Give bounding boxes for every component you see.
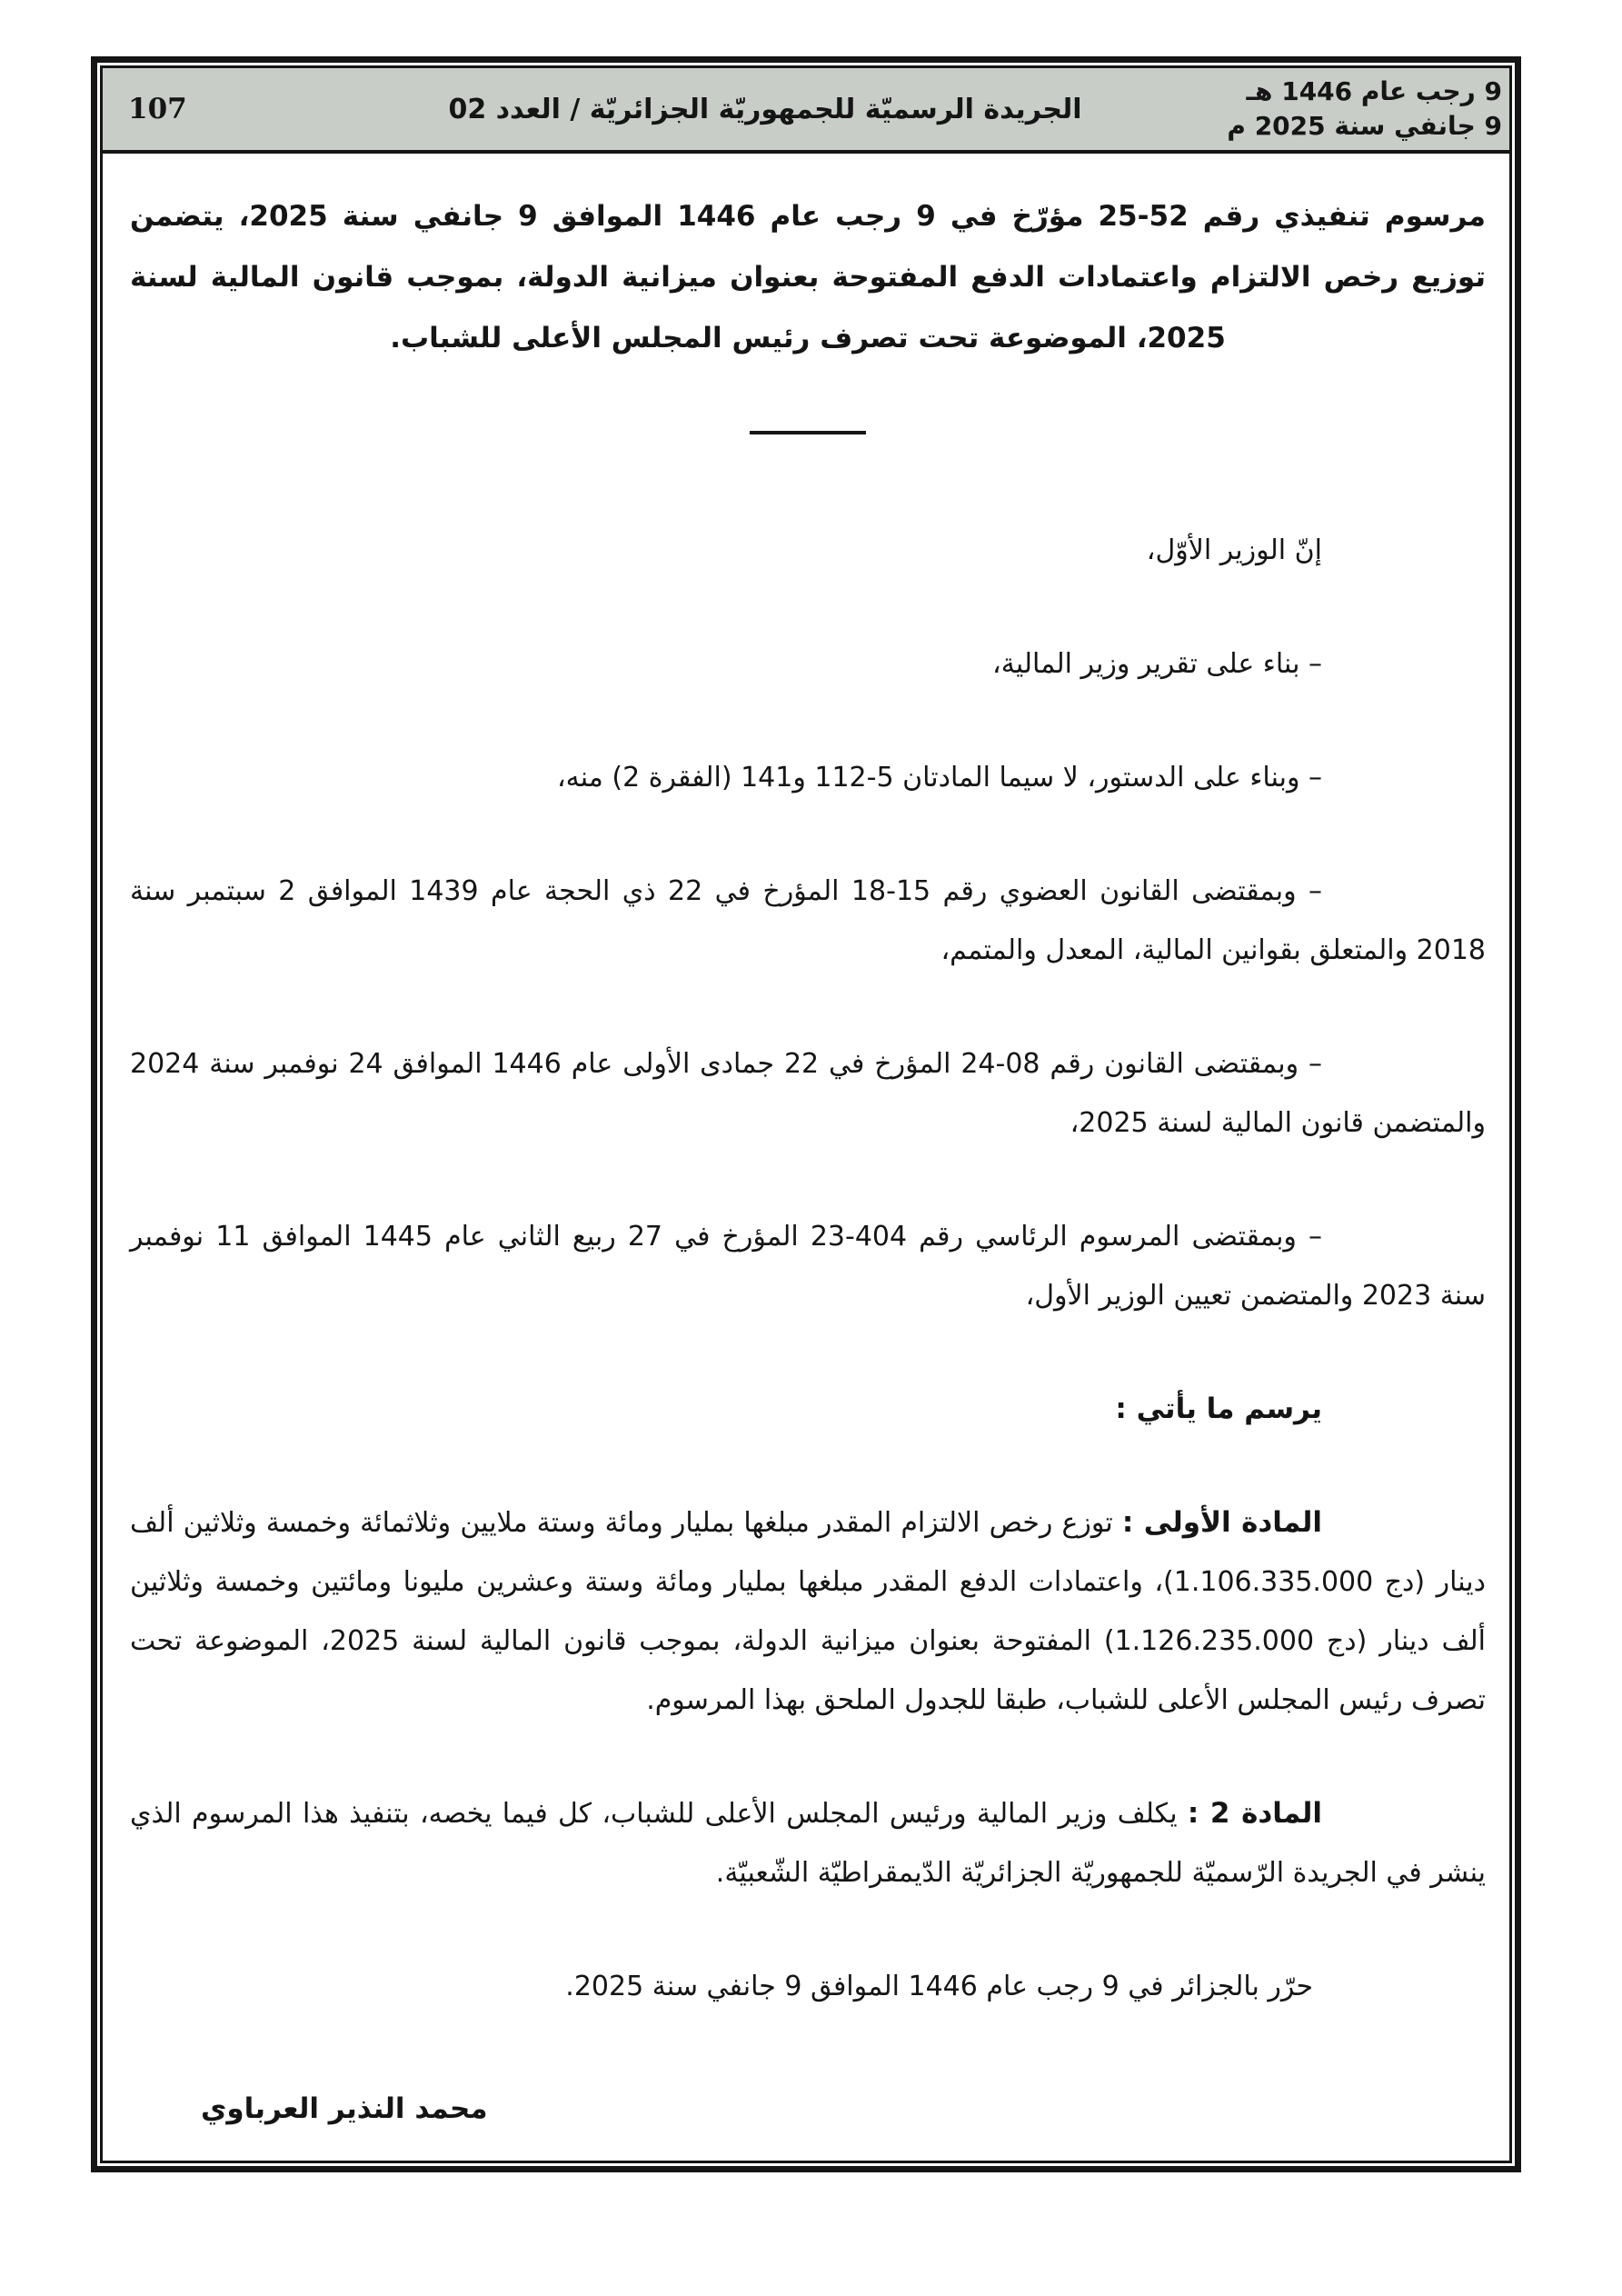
visa-presidential-decree: – وبمقتضى المرسوم الرئاسي رقم 404-23 المؤرخ في 27 ربيع الثاني عام 1445 الموافق 11 نوفمبر سنة 2023 والمتضمن تعيين الوزير الأول، bbox=[130, 1221, 1486, 1312]
page-header bbox=[103, 68, 1509, 154]
enactment-clause: يرسم ما يأتي : bbox=[1115, 1393, 1322, 1425]
gregorian-date: 9 جانفي سنة 2025 م bbox=[1227, 111, 1502, 141]
article-1-label: المادة الأولى : bbox=[1121, 1506, 1322, 1539]
article-2-label: المادة 2 : bbox=[1187, 1797, 1322, 1830]
article-2-text: يكلف وزير المالية ورئيس المجلس الأعلى للشباب، كل فيما يخصه، بتنفيذ هذا المرسوم الذي ينشر في الجريدة الرّسميّة للجمهوريّة الجزائريّة الدّيمقراطيّة الشّعبيّة. bbox=[130, 1798, 1486, 1889]
hijri-date: 9 رجب عام 1446 هـ bbox=[1246, 76, 1502, 106]
article-1 bbox=[130, 1493, 1486, 1730]
page-number: 107 bbox=[128, 93, 187, 125]
decree-title: مرسوم تنفيذي رقم 52-25 مؤرّخ في 9 رجب عام 1446 الموافق 9 جانفي سنة 2025، يتضمن توزيع رخص الالتزام واعتمادات الدفع المفتوحة بعنوان ميزانية الدولة، بموجب قانون المالية لسنة 2025، الموضوعة تحت تصرف رئيس المجلس الأعلى للشباب. bbox=[130, 200, 1487, 354]
page-frame-inner bbox=[100, 65, 1512, 2163]
article-1-text: توزع رخص الالتزام المقدر مبلغها بمليار ومائة وستة ملايين وثلاثمائة وخمسة وثلاثين ألف دينار ⁦(1.106.335.000 دج)⁩، واعتمادات الدفع المقدر مبلغها بمليار ومائة وستة وعشرين مليونا ومائتين وخمسة وثلاثين ألف دينار ⁦(1.126.235.000 دج)⁩ المفتوحة بعنوان ميزانية الدولة، بموجب قانون المالية لسنة 2025، الموضوعة تحت تصرف رئيس المجلس الأعلى للشباب، طبقا للجدول الملحق بهذا المرسوم. bbox=[130, 1507, 1487, 1716]
journal-title: الجريدة الرسميّة للجمهوريّة الجزائريّة / العدد 02 bbox=[448, 93, 1082, 125]
visa-finance-law: – وبمقتضى القانون رقم 08-24 المؤرخ في 22 جمادى الأولى عام 1446 الموافق 24 نوفمبر سنة 2024 والمتضمن قانون المالية لسنة 2025، bbox=[130, 1048, 1486, 1139]
closing-line: حرّر بالجزائر في 9 رجب عام 1446 الموافق 9 جانفي سنة 2025. bbox=[565, 1971, 1313, 2002]
visa-report: – بناء على تقرير وزير المالية، bbox=[992, 648, 1322, 680]
document-body bbox=[103, 154, 1509, 2161]
preamble: إنّ الوزير الأوّل، bbox=[1146, 534, 1322, 566]
signatory-name: محمد النذير العرباوي bbox=[201, 2092, 488, 2125]
issue-dates bbox=[1209, 75, 1509, 144]
visa-constitution: – وبناء على الدستور، لا سيما المادتان 5-112 و141 (الفقرة 2) منه، bbox=[556, 762, 1322, 794]
article-2 bbox=[130, 1784, 1486, 1902]
page-frame bbox=[91, 56, 1521, 2172]
section-divider bbox=[750, 431, 866, 434]
visa-organic-law: – وبمقتضى القانون العضوي رقم 15-18 المؤرخ في 22 ذي الحجة عام 1439 الموافق 2 سبتمبر سنة 2018 والمتعلق بقوانين المالية، المعدل والمتمم، bbox=[130, 875, 1486, 966]
